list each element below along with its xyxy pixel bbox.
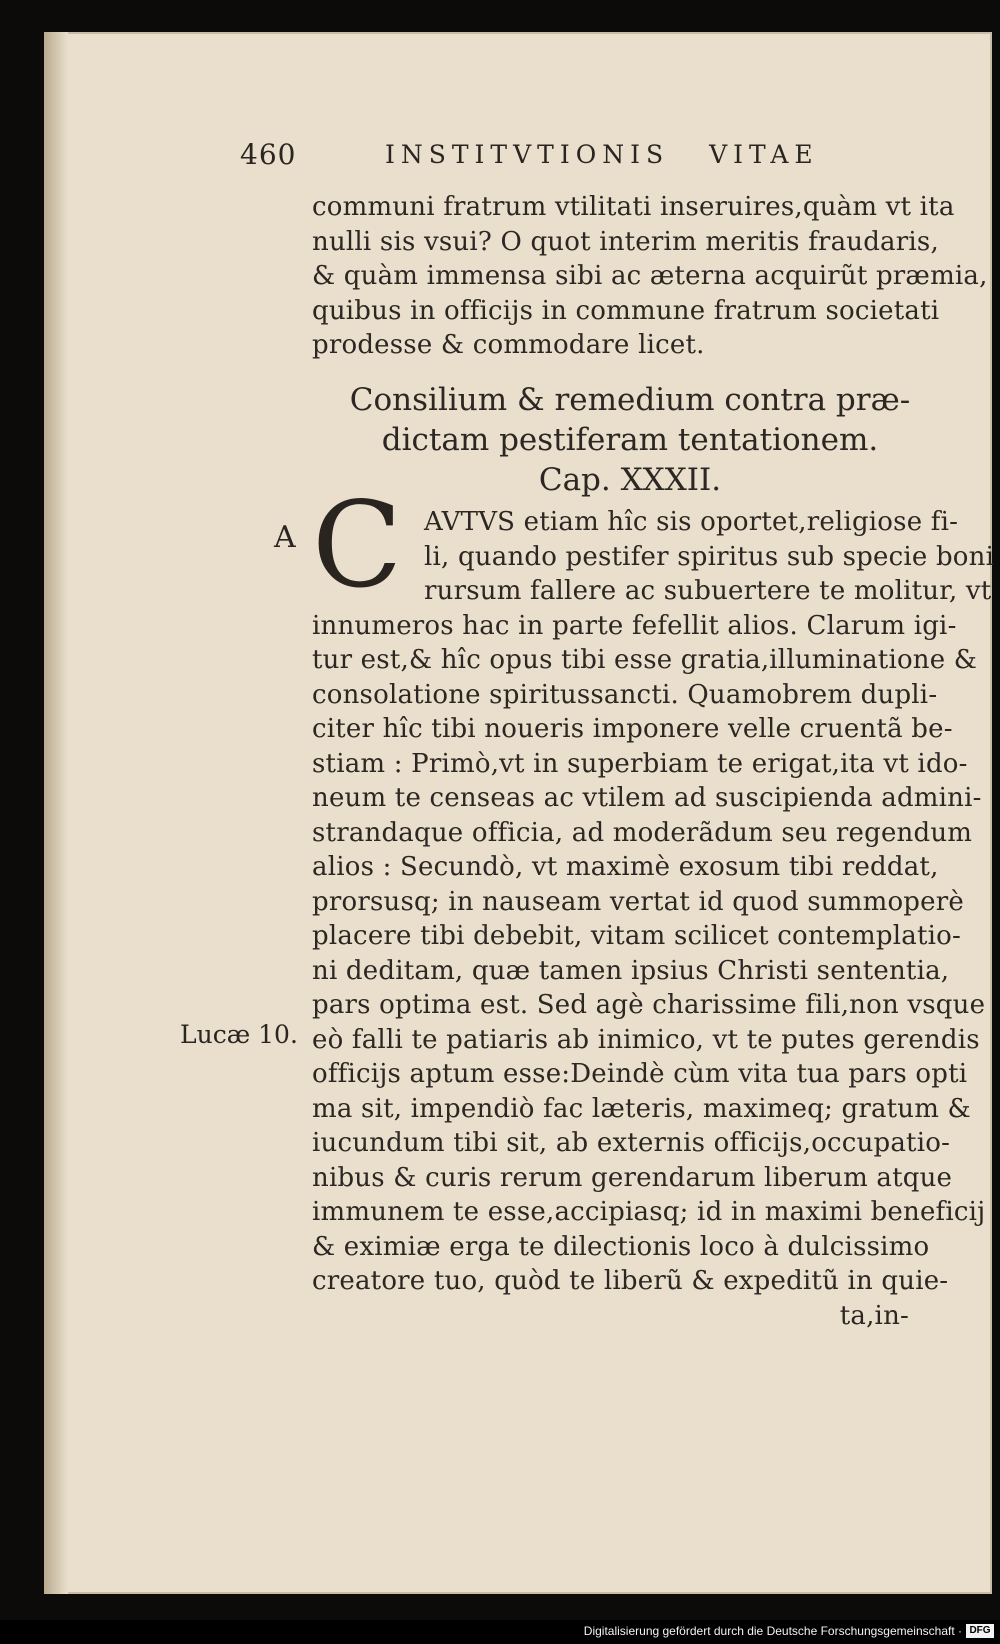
text-line: immunem te esse,accipiasq; id in maximi beneficij — [312, 1197, 986, 1227]
text-line: quibus in officijs in commune fratrum societati — [312, 295, 940, 326]
page-header — [240, 138, 880, 178]
text-line: strandaque officia, ad moderãdum seu regendum — [312, 817, 973, 848]
text-line: communi fratrum vtilitati inseruires,quàm vt ita — [312, 192, 955, 222]
heading-line: Cap. XXXII. — [538, 462, 722, 498]
running-title — [385, 140, 819, 169]
text-line: alios : Secundò, vt maximè exosum tibi reddat, — [312, 852, 939, 882]
text-line: rursum fallere ac subuertere te molitur, vt — [424, 576, 992, 606]
text-line: AVTVS etiam hîc sis oportet,religiose fi- — [424, 507, 959, 537]
text-line: nibus & curis rerum gerendarum liberum atque — [312, 1162, 953, 1193]
text-line: placere tibi debebit, vitam scilicet contemplatio- — [312, 921, 961, 951]
text-line: prorsusq; in nauseam vertat id quod summoperè — [312, 886, 964, 917]
heading-line: dictam pestiferam tentationem. — [381, 422, 879, 458]
text-line: stiam : Primò,vt in superbiam te erigat,ita vt ido- — [312, 748, 968, 779]
page-number: 460 — [240, 138, 297, 171]
text-line: officijs aptum esse:Deindè cùm vita tua pars opti — [312, 1059, 968, 1089]
dfg-logo: DFG — [966, 1624, 994, 1638]
running-title-part-2: VITAE — [709, 140, 819, 169]
footer-credit: Digitalisierung gefördert durch die Deutsche Forschungsgemeinschaft · — [583, 1624, 962, 1638]
drop-cap: C — [312, 476, 403, 614]
text-line: & eximiæ erga te dilectionis loco à dulcissimo — [312, 1231, 930, 1262]
text-line: citer hîc tibi noueris imponere velle cruentã be- — [312, 714, 953, 744]
heading-line: Consilium & remedium contra præ- — [349, 382, 911, 418]
paragraph-1 — [312, 190, 988, 363]
page-gutter — [44, 32, 68, 1594]
text-line: innumeros hac in parte fefellit alios. Clarum igi- — [312, 610, 957, 641]
text-line: prodesse & commodare licet. — [312, 330, 705, 360]
text-line: nulli sis vsui? O quot interim meritis fraudaris, — [312, 226, 939, 257]
text-line: ni deditam, quæ tamen ipsius Christi sententia, — [312, 955, 950, 986]
text-line: neum te censeas ac vtilem ad suscipienda admini- — [312, 783, 982, 813]
text-line: ma sit, impendiò fac læteris, maximeq; gratum & — [312, 1093, 971, 1124]
text-line: eò falli te patiaris ab inimico, vt te putes gerendis — [312, 1024, 980, 1055]
text-line: iucundum tibi sit, ab externis officijs,occupatio- — [312, 1128, 951, 1158]
text-line: & quàm immensa sibi ac æterna acquirũt præmia, — [312, 261, 988, 291]
margin-section-letter: A — [274, 520, 296, 555]
text-line: consolatione spiritussancti. Quamobrem dupli- — [312, 679, 938, 710]
margin-note: Lucæ 10. — [180, 1020, 298, 1049]
text-line: pars optima est. Sed agè charissime fili,non vsque — [312, 990, 986, 1020]
running-title-part-1: INSTITVTIONIS — [385, 140, 670, 169]
text-line: li, quando pestifer spiritus sub specie boni — [424, 541, 995, 572]
text-line: tur est,& hîc opus tibi esse gratia,illuminatione & — [312, 645, 978, 675]
text-line: creatore tuo, quòd te liberũ & expeditũ in quie- — [312, 1266, 949, 1296]
paragraph-2 — [312, 505, 995, 1333]
catchword: ta,in- — [839, 1300, 909, 1331]
